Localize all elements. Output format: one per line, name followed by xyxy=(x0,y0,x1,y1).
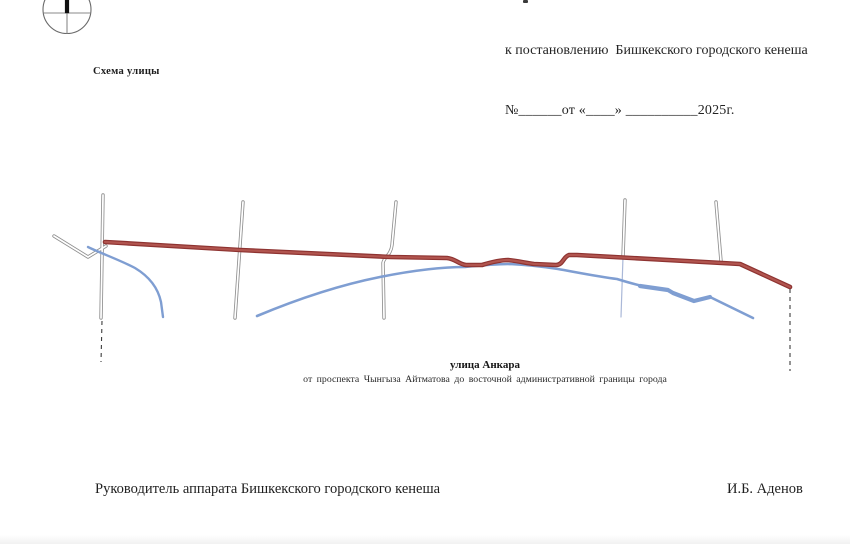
signature-title: Руководитель аппарата Бишкекского городского кенеша xyxy=(95,481,441,497)
resolution-appendix-line: к постановлению Бишкекского городского кенеша xyxy=(505,43,808,58)
resolution-header xyxy=(505,1,835,161)
cross-road-4-south-thin xyxy=(621,257,623,317)
river-west-branch xyxy=(88,247,163,317)
river-main xyxy=(257,264,753,318)
resolution-number-line: №______от «____» __________2025г. xyxy=(505,103,735,118)
compass-icon xyxy=(43,0,91,34)
scheme-label: Схема улицы xyxy=(93,66,160,77)
dashed-line-west xyxy=(101,321,102,362)
cross-road-west-diagonal xyxy=(54,236,106,257)
river-main-thick-segment xyxy=(640,286,710,301)
map-caption xyxy=(190,359,780,385)
street-ankara-line xyxy=(105,242,790,287)
compass-north-needle xyxy=(65,0,69,13)
signature-name: И.Б. Аденов xyxy=(727,481,803,497)
street-extent-subtitle: от проспекта Чынгыза Айтматова до восточной административной границы города xyxy=(303,374,667,385)
page-bottom-edge xyxy=(0,535,850,544)
street-name-title: улица Анкара xyxy=(450,359,520,371)
